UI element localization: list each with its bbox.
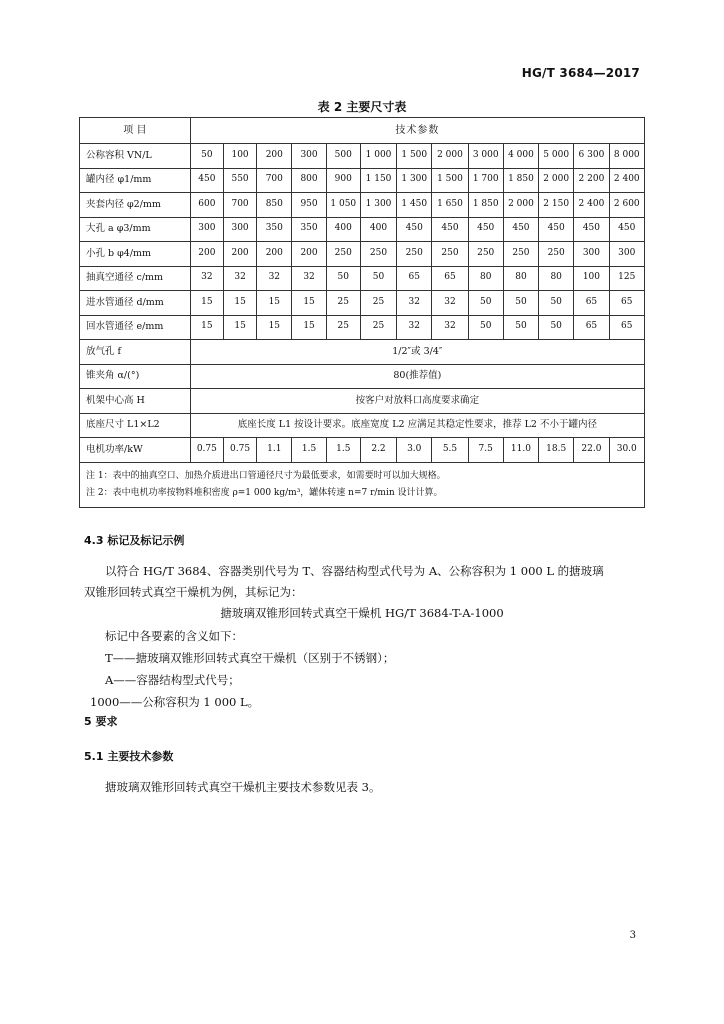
table-cell: 1 050 <box>326 193 360 218</box>
table-cell: 2 400 <box>574 193 609 218</box>
table-cell: 100 <box>574 266 609 291</box>
table-cell: 300 <box>190 217 223 242</box>
table-cell: 300 <box>574 242 609 267</box>
section-5-1-text: 搪玻璃双锥形回转式真空干燥机主要技术参数见表 3。 <box>105 780 381 794</box>
table-cell: 65 <box>574 291 609 316</box>
table-row <box>80 364 645 389</box>
table-cell: 50 <box>503 291 538 316</box>
table-cell: 800 <box>292 168 326 193</box>
table-cell: 2 150 <box>539 193 574 218</box>
table-cell: 1 150 <box>360 168 396 193</box>
table-cell: 80 <box>468 266 503 291</box>
table-cell: 15 <box>292 315 326 340</box>
table-cell: 450 <box>574 217 609 242</box>
table-cell: 300 <box>292 144 326 169</box>
table-cell: 65 <box>574 315 609 340</box>
table-cell: 500 <box>326 144 360 169</box>
table-cell: 250 <box>397 242 432 267</box>
table-row <box>80 413 645 438</box>
table-cell: 700 <box>257 168 292 193</box>
notes-row <box>80 462 645 507</box>
row-label: 公称容积 VN/L <box>80 144 191 169</box>
table-cell: 550 <box>223 168 256 193</box>
table-cell: 400 <box>360 217 396 242</box>
row-label: 底座尺寸 L1×L2 <box>80 413 191 438</box>
table-cell: 50 <box>468 291 503 316</box>
table-cell: 250 <box>326 242 360 267</box>
table-cell: 600 <box>190 193 223 218</box>
table-row <box>80 217 645 242</box>
table-cell: 400 <box>326 217 360 242</box>
table-cell: 15 <box>223 315 256 340</box>
table-cell: 450 <box>432 217 468 242</box>
table-cell: 1 500 <box>397 144 432 169</box>
row-label: 锥夹角 α/(°) <box>80 364 191 389</box>
table-cell: 850 <box>257 193 292 218</box>
table-cell: 0.75 <box>223 438 256 463</box>
table-cell: 2 000 <box>432 144 468 169</box>
table-cell: 6 300 <box>574 144 609 169</box>
header-tech: 技术参数 <box>190 118 644 144</box>
table-cell: 65 <box>432 266 468 291</box>
table-cell: 350 <box>257 217 292 242</box>
table-row <box>80 242 645 267</box>
table-cell: 125 <box>609 266 644 291</box>
page-number: 3 <box>629 930 636 941</box>
table-cell: 700 <box>223 193 256 218</box>
table-cell: 200 <box>292 242 326 267</box>
table-cell: 25 <box>326 291 360 316</box>
mark-example: 搪玻璃双锥形回转式真空干燥机 HG/T 3684-T-A-1000 <box>220 606 504 620</box>
table-cell: 15 <box>190 291 223 316</box>
table-cell: 300 <box>223 217 256 242</box>
table-cell: 32 <box>432 291 468 316</box>
header-row <box>80 118 645 144</box>
table-cell: 15 <box>257 291 292 316</box>
note-1: 注 1：表中的抽真空口、加热介质进出口管通径尺寸为最低要求，如需要时可以加大规格。 <box>86 470 446 481</box>
table-cell: 1.1 <box>257 438 292 463</box>
table-cell: 250 <box>539 242 574 267</box>
header-item: 项 目 <box>80 118 191 144</box>
row-label: 回水管通径 e/mm <box>80 315 191 340</box>
row-label: 放气孔 f <box>80 340 191 365</box>
dimensions-table <box>79 117 645 508</box>
table-cell: 30.0 <box>609 438 644 463</box>
table-row <box>80 266 645 291</box>
table-cell: 32 <box>190 266 223 291</box>
table-cell: 底座长度 L1 按设计要求。底座宽度 L2 应满足其稳定性要求，推荐 L2 不小于罐内径 <box>190 413 644 438</box>
standard-code: HG/T 3684—2017 <box>521 66 640 80</box>
table-cell: 1 500 <box>432 168 468 193</box>
table-cell: 1 450 <box>397 193 432 218</box>
table-cell: 200 <box>223 242 256 267</box>
row-label: 小孔 b φ4/mm <box>80 242 191 267</box>
table-cell: 32 <box>397 315 432 340</box>
mark-meaning-intro: 标记中各要素的含义如下： <box>105 629 243 643</box>
table-cell: 1.5 <box>292 438 326 463</box>
table-cell: 3.0 <box>397 438 432 463</box>
table-cell: 0.75 <box>190 438 223 463</box>
table-row <box>80 389 645 414</box>
table-cell: 450 <box>468 217 503 242</box>
table-cell: 1 850 <box>468 193 503 218</box>
table-cell: 65 <box>609 315 644 340</box>
table-cell: 250 <box>432 242 468 267</box>
table-cell: 按客户对放料口高度要求确定 <box>190 389 644 414</box>
table-cell: 2 400 <box>609 168 644 193</box>
table-cell: 50 <box>539 291 574 316</box>
table-cell: 50 <box>190 144 223 169</box>
table-cell: 32 <box>223 266 256 291</box>
table-cell: 250 <box>503 242 538 267</box>
table-cell: 8 000 <box>609 144 644 169</box>
table-row <box>80 291 645 316</box>
table-cell: 50 <box>503 315 538 340</box>
table-cell: 15 <box>257 315 292 340</box>
notes-cell <box>80 462 645 507</box>
table-cell: 300 <box>609 242 644 267</box>
row-label: 大孔 a φ3/mm <box>80 217 191 242</box>
table-cell: 80(推荐值) <box>190 364 644 389</box>
table-cell: 80 <box>503 266 538 291</box>
table-cell: 32 <box>257 266 292 291</box>
table-cell: 1 300 <box>360 193 396 218</box>
row-label: 电机功率/kW <box>80 438 191 463</box>
table-cell: 450 <box>190 168 223 193</box>
table-cell: 900 <box>326 168 360 193</box>
mark-item-1000: 1000——公称容积为 1 000 L。 <box>90 695 260 709</box>
table-cell: 2 000 <box>503 193 538 218</box>
table-row <box>80 193 645 218</box>
table-cell: 50 <box>468 315 503 340</box>
section-5-1-heading: 5.1 主要技术参数 <box>84 750 174 763</box>
table-cell: 32 <box>397 291 432 316</box>
table-cell: 450 <box>503 217 538 242</box>
table-cell: 450 <box>397 217 432 242</box>
table-cell: 2 200 <box>574 168 609 193</box>
table-cell: 32 <box>292 266 326 291</box>
row-label: 夹套内径 φ2/mm <box>80 193 191 218</box>
table-cell: 15 <box>190 315 223 340</box>
table-cell: 1.5 <box>326 438 360 463</box>
table-cell: 3 000 <box>468 144 503 169</box>
table-cell: 50 <box>326 266 360 291</box>
table-cell: 250 <box>468 242 503 267</box>
section-4-3-para-line2: 双锥形回转式真空干燥机为例，其标记为： <box>84 585 303 599</box>
table-cell: 18.5 <box>539 438 574 463</box>
row-label: 抽真空通径 c/mm <box>80 266 191 291</box>
row-label: 机架中心高 H <box>80 389 191 414</box>
table-cell: 250 <box>360 242 396 267</box>
table-row <box>80 168 645 193</box>
row-label: 罐内径 φ1/mm <box>80 168 191 193</box>
table-cell: 1/2″或 3/4″ <box>190 340 644 365</box>
table-cell: 1 000 <box>360 144 396 169</box>
table-cell: 65 <box>609 291 644 316</box>
table-row <box>80 144 645 169</box>
section-4-3-para-line1: 以符合 HG/T 3684、容器类别代号为 T、容器结构型式代号为 A、公称容积为 1 000 L 的搪玻璃 <box>105 564 604 578</box>
table-cell: 7.5 <box>468 438 503 463</box>
mark-item-a: A——容器结构型式代号； <box>105 673 240 687</box>
table-cell: 11.0 <box>503 438 538 463</box>
table-row <box>80 340 645 365</box>
table-cell: 25 <box>360 315 396 340</box>
table-cell: 100 <box>223 144 256 169</box>
table-cell: 200 <box>257 144 292 169</box>
table-row <box>80 315 645 340</box>
table-cell: 32 <box>432 315 468 340</box>
table-cell: 80 <box>539 266 574 291</box>
table-cell: 15 <box>292 291 326 316</box>
table-cell: 350 <box>292 217 326 242</box>
section-4-3-heading: 4.3 标记及标记示例 <box>84 534 185 547</box>
table-cell: 950 <box>292 193 326 218</box>
table-cell: 2 000 <box>539 168 574 193</box>
table-cell: 5.5 <box>432 438 468 463</box>
table-cell: 1 850 <box>503 168 538 193</box>
row-label: 进水管通径 d/mm <box>80 291 191 316</box>
note-2: 注 2：表中电机功率按物料堆积密度 ρ=1 000 kg/m³，罐体转速 n=7 r/min 设计计算。 <box>86 487 443 498</box>
table-cell: 1 700 <box>468 168 503 193</box>
table-cell: 450 <box>609 217 644 242</box>
table-cell: 1 300 <box>397 168 432 193</box>
section-5-heading: 5 要求 <box>84 715 118 728</box>
table-cell: 50 <box>539 315 574 340</box>
table-cell: 2.2 <box>360 438 396 463</box>
table-cell: 25 <box>326 315 360 340</box>
table-cell: 50 <box>360 266 396 291</box>
table-cell: 200 <box>257 242 292 267</box>
table-cell: 1 650 <box>432 193 468 218</box>
table-cell: 5 000 <box>539 144 574 169</box>
table-cell: 25 <box>360 291 396 316</box>
mark-item-t: T——搪玻璃双锥形回转式真空干燥机（区别于不锈钢）； <box>105 651 395 665</box>
table-cell: 4 000 <box>503 144 538 169</box>
table-cell: 2 600 <box>609 193 644 218</box>
table-cell: 450 <box>539 217 574 242</box>
table-cell: 200 <box>190 242 223 267</box>
table-cell: 15 <box>223 291 256 316</box>
table-title: 表 2 主要尺寸表 <box>317 100 407 114</box>
table-cell: 22.0 <box>574 438 609 463</box>
table-row <box>80 438 645 463</box>
table-cell: 65 <box>397 266 432 291</box>
